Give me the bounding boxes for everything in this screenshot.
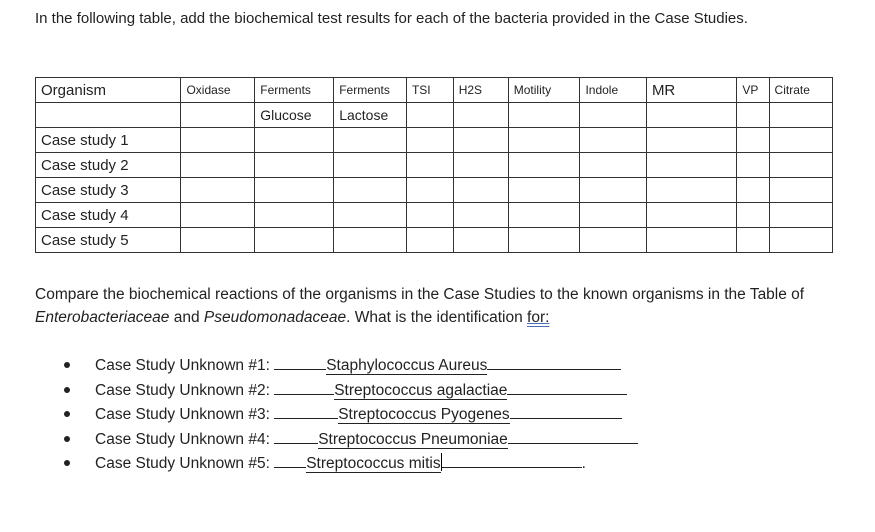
table-cell[interactable] [508,128,580,153]
table-cell[interactable] [334,228,407,253]
table-cell[interactable] [453,203,508,228]
answer-value[interactable]: Staphylococcus Aureus [326,357,488,374]
table-cell[interactable] [181,103,255,128]
table-cell[interactable] [334,203,407,228]
table-cell[interactable] [737,203,769,228]
table-cell[interactable] [508,228,580,253]
header-ferments-lactose: Ferments [334,78,407,103]
blank-line [274,352,326,370]
table-cell[interactable] [334,178,407,203]
blank-line [507,377,627,395]
table-cell[interactable] [181,178,255,203]
blank-line [274,377,334,395]
list-item [58,377,638,402]
table-cell[interactable] [255,153,334,178]
table-cell[interactable] [580,203,647,228]
answer-label: Case Study Unknown #4: [95,430,270,448]
answer-label: Case Study Unknown #1: [95,357,270,374]
blank-line [442,450,582,468]
table-cell[interactable] [406,103,453,128]
table-cell[interactable] [646,203,736,228]
subheader-lactose: Lactose [334,103,407,128]
compare-paragraph [35,283,835,329]
table-cell[interactable] [36,103,181,128]
table-cell[interactable] [580,128,647,153]
table-row [36,128,833,153]
table-cell[interactable] [406,153,453,178]
table-cell[interactable] [406,128,453,153]
compare-text: and [169,309,204,326]
answer-value[interactable]: Streptococcus Pneumoniae [318,430,508,448]
bullet-icon [64,436,70,442]
row-label: Case study 3 [36,178,181,203]
answer-list [58,352,638,475]
header-h2s: H2S [453,78,508,103]
table-row [36,178,833,203]
bullet-icon [64,460,70,466]
table-cell[interactable] [769,178,832,203]
table-cell[interactable] [406,178,453,203]
table-cell[interactable] [181,228,255,253]
instructions-text: In the following table, add the biochemical test results for each of the bacteria provided in the Case Studies. [35,10,748,27]
blank-line [274,450,306,468]
bullet-icon [64,411,70,417]
table-cell[interactable] [580,153,647,178]
list-item [58,401,638,426]
header-organism: Organism [36,78,181,103]
table-cell[interactable] [646,103,736,128]
table-cell[interactable] [406,203,453,228]
table-cell[interactable] [769,103,832,128]
table-cell[interactable] [646,153,736,178]
table-cell[interactable] [737,178,769,203]
table-row [36,228,833,253]
table-row [36,203,833,228]
row-label: Case study 2 [36,153,181,178]
table-cell[interactable] [580,228,647,253]
table-cell[interactable] [769,128,832,153]
table-cell[interactable] [737,153,769,178]
bullet-icon [64,387,70,393]
table-cell[interactable] [453,128,508,153]
answer-label: Case Study Unknown #5: [95,455,270,472]
blank-line [274,426,318,444]
list-item [58,426,638,451]
enterobacteriaceae-term: Enterobacteriaceae [35,309,170,326]
answer-value[interactable]: Streptococcus mitis [306,455,441,472]
for-word: for: [527,309,550,326]
compare-text: . What is the identification [346,309,528,326]
blank-line [487,352,621,370]
table-cell[interactable] [255,128,334,153]
compare-text: Compare the biochemical reactions of the organisms in the Case Studies to the known organisms in the Table of [35,286,805,303]
subheader-glucose: Glucose [255,103,334,128]
trailing-period: . [581,455,586,472]
table-cell[interactable] [255,228,334,253]
table-cell[interactable] [334,128,407,153]
row-label: Case study 4 [36,203,181,228]
answer-label: Case Study Unknown #3: [95,406,270,423]
blank-line [510,401,622,419]
header-mr: MR [646,78,736,103]
header-tsi: TSI [406,78,453,103]
table-cell[interactable] [508,103,580,128]
blank-line [508,426,638,444]
table-cell[interactable] [737,128,769,153]
table-header-row [36,78,833,103]
row-label: Case study 1 [36,128,181,153]
table-cell[interactable] [181,153,255,178]
pseudomonadaceae-term: Pseudomonadaceae [203,309,347,326]
table-cell[interactable] [508,178,580,203]
table-cell[interactable] [737,228,769,253]
header-motility: Motility [508,78,580,103]
header-oxidase: Oxidase [181,78,255,103]
table-cell[interactable] [508,153,580,178]
table-cell[interactable] [453,153,508,178]
list-item [58,352,638,377]
table-cell[interactable] [769,203,832,228]
blank-line [274,401,338,419]
list-item [58,450,638,475]
table-subheader-row [36,103,833,128]
table-cell[interactable] [181,203,255,228]
biochemical-test-table [35,77,833,253]
table-cell[interactable] [769,228,832,253]
table-cell[interactable] [255,178,334,203]
table-cell[interactable] [453,228,508,253]
answer-value[interactable]: Streptococcus agalactiae [334,381,508,399]
table-cell[interactable] [769,153,832,178]
table-cell[interactable] [255,203,334,228]
table-cell[interactable] [508,203,580,228]
table-row [36,153,833,178]
answer-value[interactable]: Streptococcus Pyogenes [338,406,510,423]
table-cell[interactable] [646,128,736,153]
bullet-icon [64,362,70,368]
table-cell[interactable] [406,228,453,253]
table-cell[interactable] [580,178,647,203]
header-citrate: Citrate [769,78,832,103]
table-cell[interactable] [453,103,508,128]
table-cell[interactable] [181,128,255,153]
table-cell[interactable] [453,178,508,203]
table-cell[interactable] [646,178,736,203]
header-ferments-glucose: Ferments [255,78,334,103]
header-indole: Indole [580,78,647,103]
row-label: Case study 5 [36,228,181,253]
table-cell[interactable] [737,103,769,128]
table-cell[interactable] [334,153,407,178]
answer-label: Case Study Unknown #2: [95,381,270,399]
table-cell[interactable] [646,228,736,253]
header-vp: VP [737,78,769,103]
table-cell[interactable] [580,103,647,128]
